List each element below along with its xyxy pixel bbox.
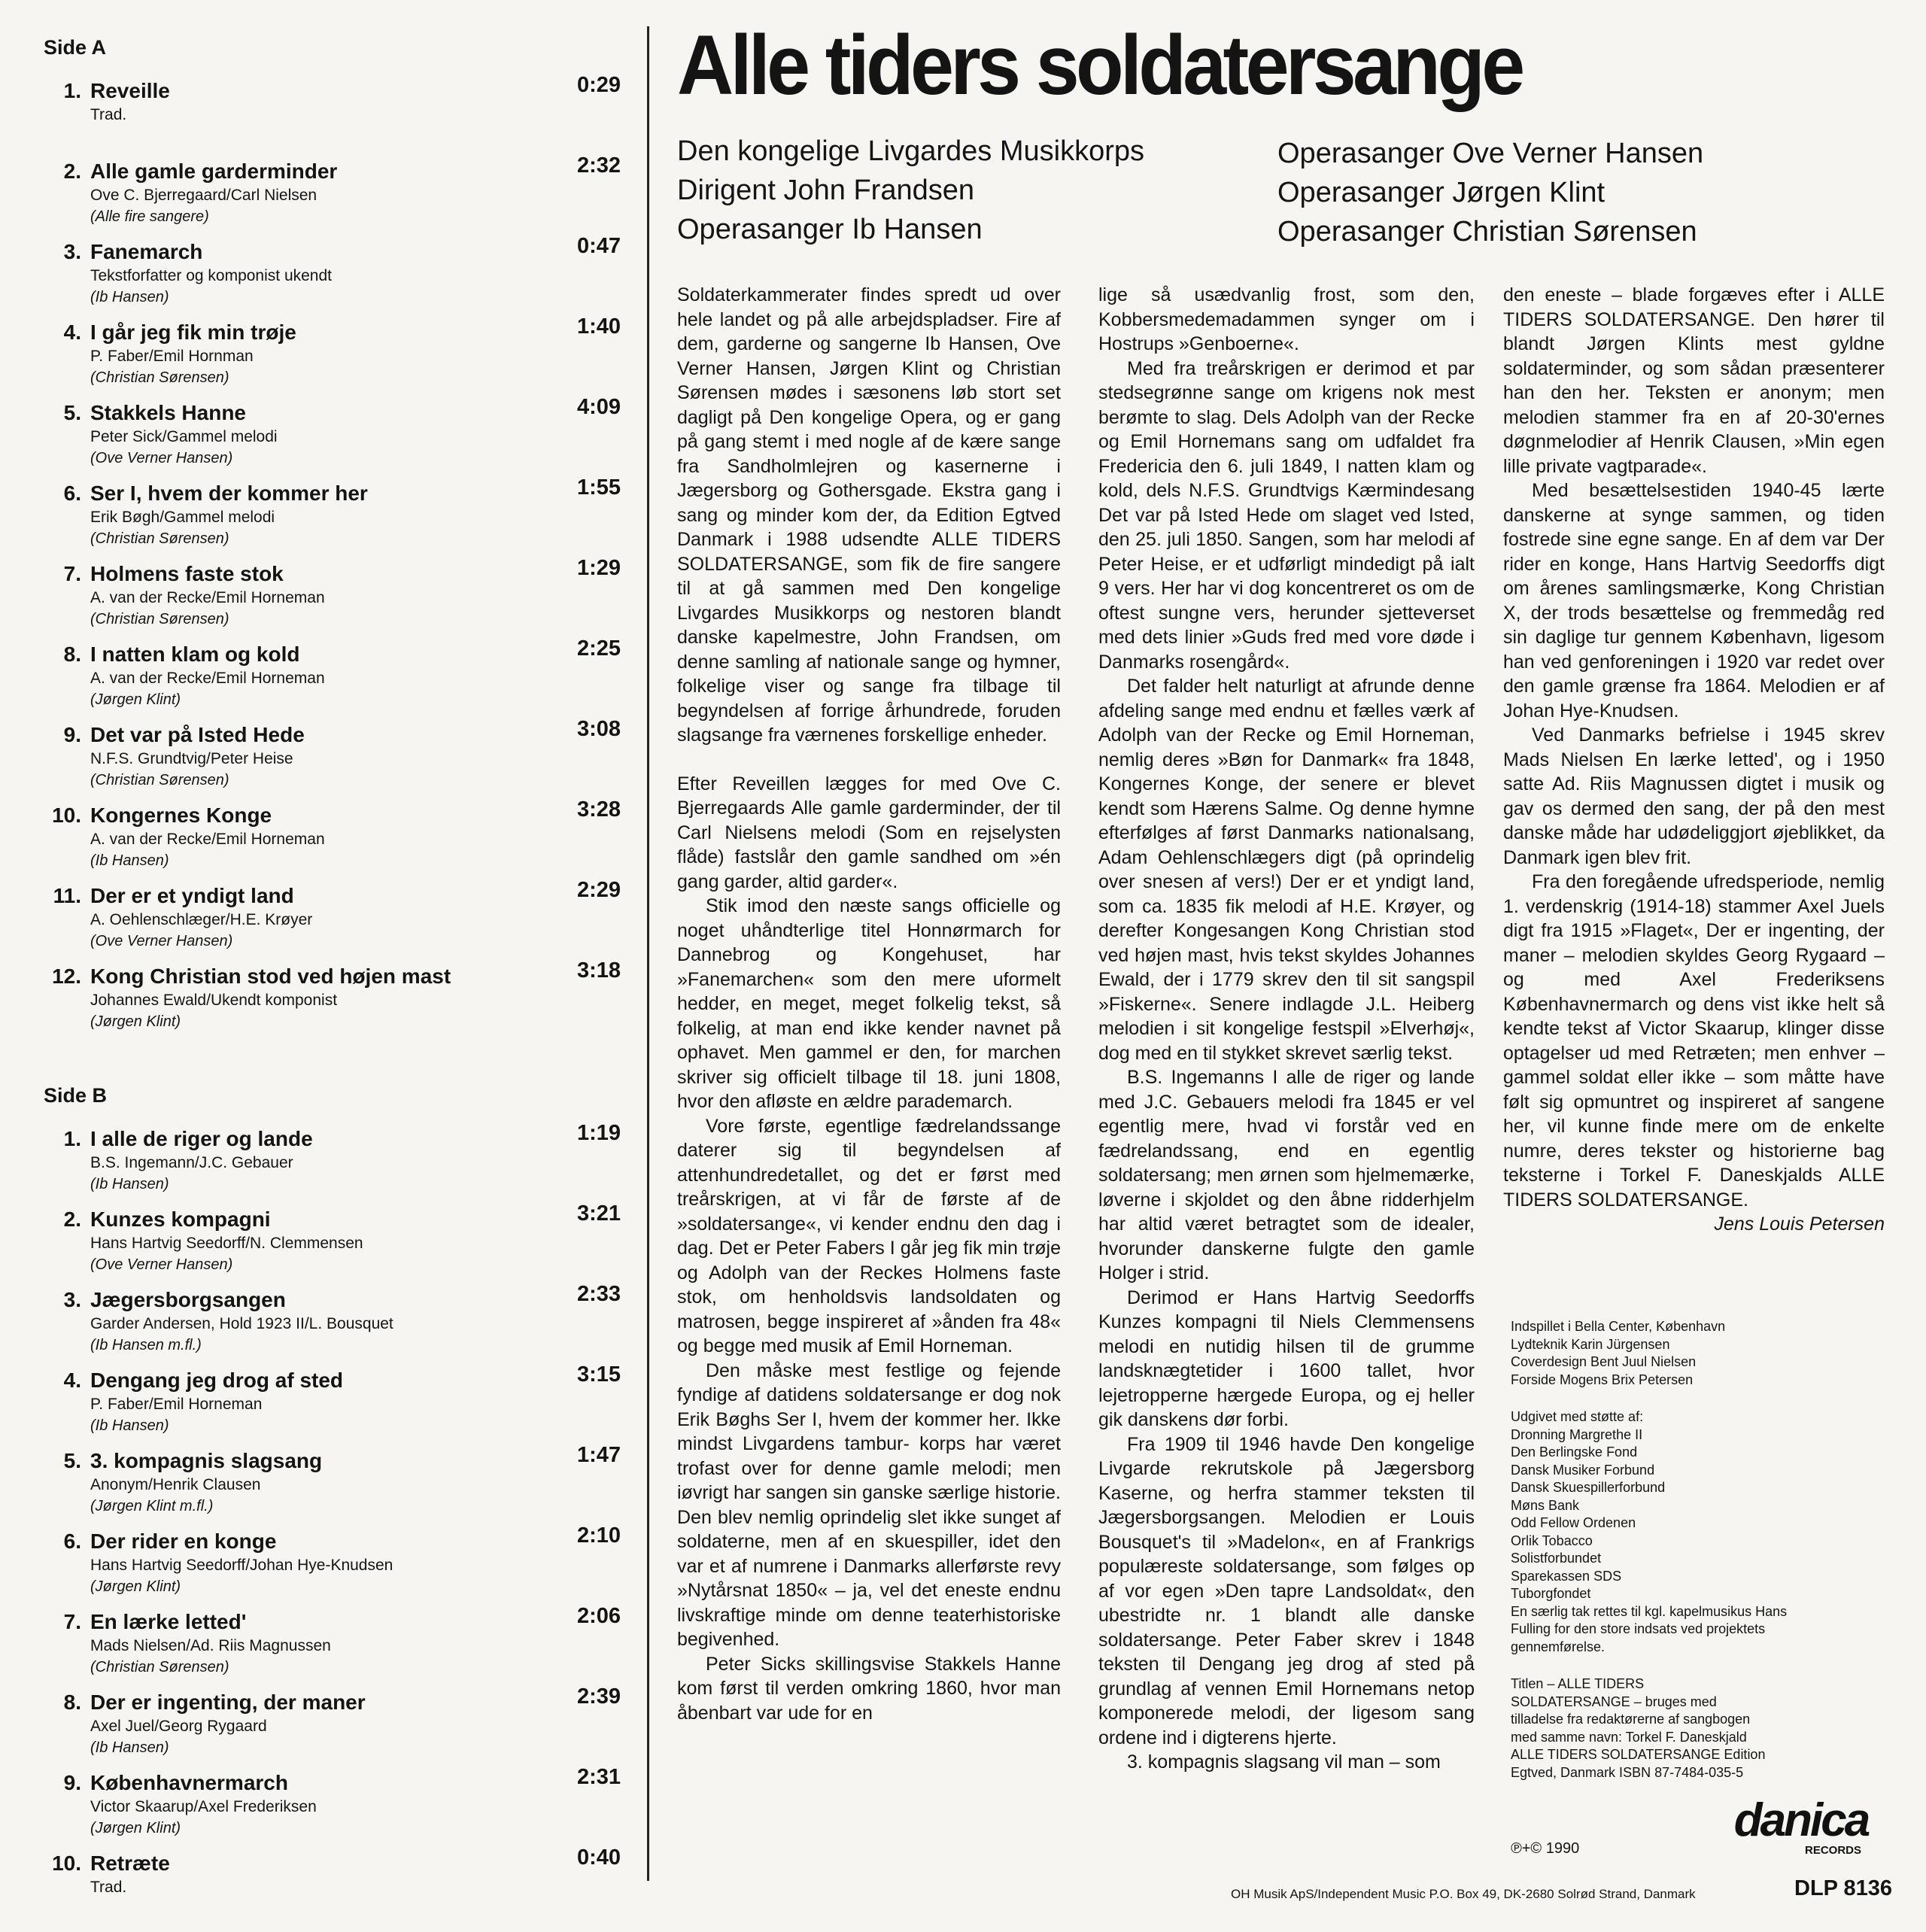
- track-duration: 1:29: [576, 556, 621, 580]
- thanks-note: En særlig tak rettes til kgl. kapelmusikus Hans Fulling for den store indsats ved projektets gennemførelse.: [1511, 1603, 1788, 1654]
- liner-paragraph: Efter Reveillen lægges for med Ove C. Bjerregaards Alle gamle garderminder, der til Carl Nielsens melodi (Som en rejselysten flåde) fastslår den gamle sandhed om »én gang garder, altid garder«.: [677, 773, 1061, 892]
- supporter: Sparekassen SDS: [1511, 1568, 1622, 1584]
- track-number: 12.: [52, 964, 81, 988]
- track-number: 4.: [63, 1368, 81, 1392]
- track-credit: Trad.: [90, 106, 127, 123]
- track-singer: (Jørgen Klint): [90, 1820, 181, 1836]
- track-credit: P. Faber/Emil Horneman: [90, 1396, 263, 1413]
- credit-line: Lydteknik Karin Jürgensen: [1511, 1336, 1670, 1352]
- track-number: 10.: [52, 803, 81, 827]
- supporter: Tuborgfondet: [1511, 1586, 1591, 1601]
- logo-subtitle: RECORDS: [1804, 1844, 1861, 1857]
- track-title: Ser I, hvem der kommer her: [90, 481, 368, 505]
- track-duration: 3:18: [576, 958, 621, 983]
- track-row: [38, 797, 621, 884]
- track-credit: Johannes Ewald/Ukendt komponist: [90, 992, 338, 1009]
- album-title: Alle tiders soldatersange: [677, 18, 1522, 112]
- track-duration: 0:47: [576, 234, 621, 258]
- liner-notes-column-1: [677, 283, 1061, 1725]
- liner-paragraph: lige så usædvanlig frost, som den, Kobbersmedemadammen synger om i Hostrups »Genboerne«.: [1098, 284, 1475, 354]
- track-row: [38, 1765, 621, 1852]
- track-title: Kunzes kompagni: [90, 1208, 271, 1231]
- track-duration: 2:32: [576, 153, 621, 178]
- track-duration: 1:19: [576, 1121, 621, 1145]
- side-a-heading: Side A: [44, 36, 107, 59]
- catalog-number: DLP 8136: [1794, 1876, 1893, 1900]
- liner-paragraph: Fra den foregående ufredsperiode, nemlig 1. verdenskrig (1914-18) stammer Axel Juels digt fra 1915 »Flaget«, Der er ingenting, der maner – melodien skyldes Georg Rygaard – og med Axel Frederiksens Københavnermarch og dens vist ikke helt så kendte tekst af Victor Skaarup, klinger disse optagelser ud med Retræten; men enhver – gammel soldat eller ikke – som måtte have følt sig opmuntret og inspireret af sangene her, vil kunne finde mere om de enkelte numre, deres tekster og historierne bag teksterne i Torkel F. Daneskjalds ALLE TIDERS SOLDATERSANGE.: [1503, 871, 1885, 1211]
- side-a-tracks: [38, 73, 621, 1045]
- track-singer: (Christian Sørensen): [90, 530, 229, 547]
- track-row: [38, 73, 621, 159]
- track-row: [38, 1684, 621, 1771]
- track-singer: (Jørgen Klint): [90, 691, 181, 708]
- performer-conductor: Dirigent John Frandsen: [677, 175, 974, 206]
- track-row: [38, 1121, 621, 1208]
- track-credit: N.F.S. Grundtvig/Peter Heise: [90, 750, 293, 767]
- track-number: 2.: [63, 1208, 81, 1231]
- track-number: 10.: [52, 1852, 81, 1875]
- supporters-heading: Udgivet med støtte af:: [1511, 1409, 1644, 1424]
- track-credit: Axel Juel/Georg Rygaard: [90, 1718, 267, 1735]
- liner-paragraph: Stik imod den næste sangs officielle og noget uhåndterlige titel Honnørmarch for Dannebrog og Kongehuset, har »Fanemarchen« som den mere uformelt hedder, en meget, meget folkelig tekst, så folkelig, at man end ikke kender navnet på ophavet. Men gammel er den, for marchen skriver sig officielt tilbage til 18. juni 1808, hvor den afløste en ældre parademarch.: [677, 895, 1061, 1112]
- track-singer: (Christian Sørensen): [90, 772, 229, 788]
- track-duration: 2:31: [576, 1765, 621, 1789]
- track-row: [38, 1604, 621, 1690]
- track-credit: Peter Sick/Gammel melodi: [90, 428, 278, 445]
- track-singer: (Ib Hansen): [90, 1417, 169, 1434]
- track-title: Kongernes Konge: [90, 803, 272, 827]
- supporter: Solistforbundet: [1511, 1551, 1602, 1566]
- liner-paragraph: den eneste – blade forgæves efter i ALLE TIDERS SOLDATERSANGE. Den hører til blandt Jørgen Klints mest gyldne soldaterminder, og som sådan præsenterer han den her. Teksten er anonym; men melodien stammer fra en af 20-30'ernes døgnmelodier af Henrik Clausen, »Min egen lille private vagtparade«.: [1503, 284, 1885, 477]
- supporter: Odd Fellow Ordenen: [1511, 1515, 1636, 1530]
- side-b-tracks: [38, 1121, 621, 1932]
- track-credit: Victor Skaarup/Axel Frederiksen: [90, 1798, 317, 1815]
- track-singer: (Ove Verner Hansen): [90, 450, 233, 466]
- track-duration: 2:25: [576, 636, 621, 661]
- track-singer: (Ib Hansen): [90, 852, 169, 869]
- track-singer: (Ib Hansen): [90, 1739, 169, 1756]
- performer-orchestra: Den kongelige Livgardes Musikkorps: [677, 135, 1144, 167]
- track-title: Holmens faste stok: [90, 562, 284, 585]
- track-credit: A. Oehlenschlæger/H.E. Krøyer: [90, 911, 313, 928]
- track-singer: (Alle fire sangere): [90, 208, 209, 225]
- performer-singer: Operasanger Jørgen Klint: [1277, 177, 1606, 208]
- liner-paragraph: Peter Sicks skillingsvise Stakkels Hanne kom først til verden omkring 1860, hvor man åbenbart var ude for en: [677, 1653, 1061, 1724]
- performer-singer: Operasanger Ib Hansen: [677, 214, 983, 245]
- track-duration: 1:40: [576, 314, 621, 339]
- track-row: [38, 475, 621, 562]
- track-duration: 3:28: [576, 797, 621, 822]
- track-number: 9.: [63, 723, 81, 746]
- track-singer: (Christian Sørensen): [90, 369, 229, 386]
- supporter: Orlik Tobacco: [1511, 1533, 1593, 1548]
- track-row: [38, 556, 621, 642]
- track-credit: P. Faber/Emil Hornman: [90, 348, 254, 365]
- track-number: 3.: [63, 1288, 81, 1311]
- track-title: Retræte: [90, 1852, 170, 1875]
- track-row: [38, 636, 621, 723]
- liner-paragraph: Det falder helt naturligt at afrunde denne afdeling sange med endnu et fælles værk af Adolph van der Recke og Emil Horneman, nemlig deres »Bøn for Danmark« fra 1848, Kongernes Konge, der senere er blevet kendt som Hærens Salme. Og denne hymne efterfølges af først Danmarks nationalsang, Adam Oehlenschlægers digt (på oprindelig over snesen af vers!) Der er et yndigt land, som ca. 1835 fik melodi af H.E. Krøyer, og derefter Kongesangen Kong Christian stod ved højen mast, hvis tekst skyldes Johannes Ewald, der i 1779 skrev den til sit sangspil »Fiskerne«. Senere indlagde J.L. Heiberg melodien i sit kongelige festspil »Elverhøj«, dog med en til stykket skrevet særlig tekst.: [1098, 676, 1475, 1064]
- performer-singer: Operasanger Ove Verner Hansen: [1277, 138, 1704, 169]
- track-singer: (Jørgen Klint m.fl.): [90, 1498, 214, 1514]
- track-singer: (Jørgen Klint): [90, 1013, 181, 1030]
- track-row: [38, 958, 621, 1045]
- track-number: 8.: [63, 642, 81, 666]
- liner-paragraph: Med fra treårskrigen er derimod et par stedsegrønne sange om krigens nok mest berømte to slag. Dels Adolph van der Recke og Emil Hornemans sang om udfaldet fra Fredericia den 6. juli 1849, I natten klam og kold, dels N.F.S. Grundtvigs Kærmindesang Det var på Isted Hede om slaget ved Isted, den 25. juli 1850. Sangen, som har melodi af Peter Heise, er et udførligt mindedigt på ialt 9 vers. Her har vi dog koncentreret os om de oftest sungne vers, herunder sjetteverset med dets linier »Guds fred med vore døde i Danmarks rosengård«.: [1098, 357, 1475, 673]
- performer-singer: Operasanger Christian Sørensen: [1277, 216, 1697, 248]
- track-row: [38, 314, 621, 401]
- track-number: 2.: [63, 159, 81, 183]
- track-title: Reveille: [90, 79, 170, 102]
- track-row: [38, 878, 621, 964]
- track-title: Alle gamle garderminder: [90, 159, 338, 183]
- track-number: 5.: [63, 1449, 81, 1472]
- track-number: 4.: [63, 320, 81, 344]
- logo-wordmark: danica: [1733, 1794, 1869, 1846]
- liner-paragraph: Fra 1909 til 1946 havde Den kongelige Livgarde rekrutskole på Jægersborg Kaserne, og herfra stammer teksten til Jægersborgsangen. Melodien er Louis Bousquet's til »Madelon«, en af Frankrigs populæreste soldatersange, som følges op af vor egen »Den tapre Landsoldat«, den ubestridte nr. 1 blandt alle danske soldatersange. Peter Faber skrev i 1848 teksten til Dengang jeg drog af sted på grundlag af vennen Emil Hornemans netop komponerede melodi, der ligesom sang ordene ind i digterens hjerte.: [1098, 1433, 1475, 1748]
- title-permission-note: Titlen – ALLE TIDERS SOLDATERSANGE – bruges med tilladelse fra redaktørerne af sangbogen med samme navn: Torkel F. Daneskjald ALLE TIDERS SOLDATERSANGE Edition Egtved, Danmark ISBN 87-7484-035-5: [1511, 1676, 1766, 1780]
- track-credit: A. van der Recke/Emil Horneman: [90, 589, 325, 606]
- supporter: Dansk Musiker Forbund: [1511, 1462, 1655, 1478]
- liner-paragraph: 3. kompagnis slagsang vil man – som: [1127, 1751, 1441, 1773]
- track-credit: Erik Bøgh/Gammel melodi: [90, 509, 275, 526]
- track-credit: B.S. Ingemann/J.C. Gebauer: [90, 1154, 293, 1171]
- track-credit: Ove C. Bjerregaard/Carl Nielsen: [90, 187, 317, 204]
- copyright: ℗+© 1990: [1511, 1840, 1580, 1857]
- track-credit: A. van der Recke/Emil Horneman: [90, 831, 325, 848]
- track-title: Der er ingenting, der maner: [90, 1690, 366, 1714]
- track-credit: Garder Andersen, Hold 1923 II/L. Bousquet: [90, 1315, 393, 1332]
- track-credit: A. van der Recke/Emil Horneman: [90, 670, 325, 687]
- track-singer: (Ove Verner Hansen): [90, 1256, 233, 1273]
- recording-credits: [1511, 1318, 1827, 1389]
- liner-paragraph: Soldaterkammerater findes spredt ud over hele landet og på alle arbejdspladser. Fire af dem, garderne og sangerne Ib Hansen, Ove Verner Hansen, Jørgen Klint og Christian Sørensen mødes i sæsonens løb stort set dagligt på Den kongelige Opera, og er gang på gang stemt i med nogle af de kære sange fra Sandholmlejren og kasernerne i Jægersborg og Gothersgade. Ekstra gang i sang og minder kom der, da Edition Egtved Danmark i 1988 udsendte ALLE TIDERS SOLDATERSANGE, som fik de fire sangere til at gå sammen med Den kongelige Livgardes Musikkorps og nestoren blandt danske kapelmestre, John Frandsen, om denne samling af nationale sange og hymner, folkelige viser og sange fra tilbage til begyndelsen af forrige århundrede, foruden slagsange fra værnenes forskellige enheder.: [677, 284, 1061, 746]
- publisher-address: OH Musik ApS/Independent Music P.O. Box 49, DK-2680 Solrød Strand, Danmark: [1231, 1887, 1696, 1901]
- track-singer: (Christian Sørensen): [90, 1659, 229, 1675]
- track-number: 8.: [63, 1690, 81, 1714]
- track-row: [38, 1443, 621, 1530]
- tracklist: [38, 30, 621, 1932]
- supporter: Dronning Margrethe II: [1511, 1426, 1643, 1442]
- track-credit: Tekstforfatter og komponist ukendt: [90, 267, 332, 284]
- track-duration: 3:15: [576, 1362, 621, 1387]
- track-title: Der rider en konge: [90, 1530, 277, 1553]
- track-row: [38, 234, 621, 320]
- track-number: 1.: [63, 1127, 81, 1150]
- track-number: 6.: [63, 481, 81, 505]
- track-number: 1.: [63, 79, 81, 102]
- track-title: Der er et yndigt land: [90, 884, 294, 907]
- supporter: Møns Bank: [1511, 1497, 1580, 1513]
- liner-notes-signature: Jens Louis Petersen: [1714, 1214, 1885, 1235]
- track-duration: 4:09: [576, 395, 621, 419]
- track-duration: 3:21: [576, 1201, 621, 1226]
- track-title: Kong Christian stod ved højen mast: [90, 964, 451, 988]
- track-singer: (Ib Hansen): [90, 1176, 169, 1192]
- track-singer: (Christian Sørensen): [90, 611, 229, 627]
- liner-paragraph: Vore første, egentlige fædrelandssange daterer sig til begyndelsen af attenhundredetallet, og det er først med treårskrigen, at vi får de første af de »soldatersange«, vi kender endnu den dag i dag. Det er Peter Fabers I går jeg fik min trøje og Adolph van der Reckes Holmens faste stok, om henholdsvis landsoldaten og matrosen, begge inspireret af »ånden fra 48« og begge med musik af Emil Horneman.: [677, 1115, 1061, 1356]
- track-singer: (Jørgen Klint): [90, 1578, 181, 1595]
- track-number: 9.: [63, 1771, 81, 1794]
- track-singer: (Ib Hansen): [90, 289, 169, 305]
- track-credit: Anonym/Henrik Clausen: [90, 1476, 261, 1493]
- track-title: En lærke letted': [90, 1610, 247, 1633]
- track-row: [38, 1523, 621, 1610]
- track-number: 11.: [53, 884, 81, 907]
- supporter: Den Berlingske Fond: [1511, 1444, 1638, 1460]
- track-title: Fanemarch: [90, 240, 203, 263]
- track-row: [38, 1282, 621, 1368]
- track-title: Dengang jeg drog af sted: [90, 1368, 344, 1392]
- credit-line: Coverdesign Bent Juul Nielsen: [1511, 1354, 1697, 1369]
- supporter: Dansk Skuespillerforbund: [1511, 1480, 1666, 1495]
- track-title: I natten klam og kold: [90, 642, 300, 666]
- liner-notes-column-2: [1098, 283, 1475, 1775]
- track-duration: 2:10: [576, 1523, 621, 1548]
- track-row: [38, 395, 621, 481]
- track-singer: (Ib Hansen m.fl.): [90, 1337, 202, 1353]
- track-duration: 2:33: [576, 1282, 621, 1306]
- track-row: [38, 153, 621, 240]
- track-duration: 2:06: [576, 1604, 621, 1628]
- production-credits: [1511, 1318, 1827, 1782]
- liner-paragraph: B.S. Ingemanns I alle de riger og lande med J.C. Gebauers melodi fra 1845 er vel egentlig mere, hvad vi forstår ved en fædrelandssang, end en egentlig soldatersang; men ørnen som hjelmemærke, løverne i skjoldet og den åbne ridderhjelm har altid været betragtet som de idealer, hvorunder danskerne fulgte den gamle Holger i strid.: [1098, 1067, 1475, 1283]
- track-title: Jægersborgsangen: [90, 1288, 286, 1311]
- track-credit: Mads Nielsen/Ad. Riis Magnussen: [90, 1637, 331, 1654]
- track-credit: Hans Hartvig Seedorff/N. Clemmensen: [90, 1235, 363, 1252]
- liner-paragraph: Derimod er Hans Hartvig Seedorffs Kunzes kompagni til Niels Clemmensens melodi en nutidig hilsen til de grumme landsknægtetider i 1600 tallet, hvor lejetropperne hærgede Europa, og ej heller gik danskens dør forbi.: [1098, 1286, 1475, 1430]
- liner-paragraph: Med besættelsestiden 1940-45 lærte danskerne at synge sammen, og tiden fostrede sine egne sange. En af dem var Der rider en konge, Hans Hartvig Seedorffs digt om årenes samlingsmærke, Kong Christian X, der trods besættelse og fremmedåg red sin daglige tur gennem København, ligesom han ved genforeningen i 1920 var redet over den gamle grænse fra 1864. Melodien er af Johan Hye-Knudsen.: [1503, 480, 1885, 721]
- track-credit: Trad.: [90, 1879, 127, 1896]
- liner-paragraph: Ved Danmarks befrielse i 1945 skrev Mads Nielsen En lærke letted', og i 1950 satte Ad. Riis Magnussen digtet i musik og gav os dermed den sang, der på den mest danske måde har udødeliggjort øjeblikket, da Danmark igen blev frit.: [1503, 724, 1885, 868]
- track-duration: 2:39: [576, 1684, 621, 1709]
- track-credit: Hans Hartvig Seedorff/Johan Hye-Knudsen: [90, 1557, 393, 1574]
- track-row: [38, 1845, 621, 1932]
- track-number: 5.: [63, 401, 81, 424]
- credit-line: Forside Mogens Brix Petersen: [1511, 1372, 1694, 1387]
- track-duration: 2:29: [576, 878, 621, 902]
- track-title: 3. kompagnis slagsang: [90, 1449, 323, 1472]
- track-title: Københavnermarch: [90, 1771, 288, 1794]
- side-b-heading: Side B: [44, 1084, 108, 1107]
- credit-line: Indspillet i Bella Center, København: [1511, 1319, 1726, 1334]
- track-row: [38, 1201, 621, 1288]
- supporters-block: [1511, 1408, 1827, 1656]
- track-row: [38, 1362, 621, 1449]
- track-number: 3.: [63, 240, 81, 263]
- track-singer: (Ove Verner Hansen): [90, 933, 233, 949]
- column-divider: [647, 26, 649, 1881]
- track-row: [38, 717, 621, 803]
- track-duration: 0:29: [576, 73, 621, 97]
- track-duration: 1:47: [576, 1443, 621, 1467]
- liner-paragraph: Den måske mest festlige og fejende fyndige af datidens soldatersange er dog nok Erik Bøghs Ser I, hvem der kommer her. Ikke mindst Livgardens tambur- korps har været trofast over for denne gamle melodi; men iøvrigt har sangen sin ganske særlige historie. Den blev nemlig oprindelig slet ikke sunget af soldaterne, men af en skuespiller, idet den var et af numrene i Danmarks allerførste revy »Nytårsnat 1850« – ja, vel det eneste endnu livskraftige minde om denne teaterhistoriske begivenhed.: [677, 1359, 1061, 1650]
- track-duration: 0:40: [576, 1845, 621, 1870]
- track-title: I går jeg fik min trøje: [90, 320, 296, 344]
- track-number: 7.: [63, 562, 81, 585]
- track-number: 6.: [63, 1530, 81, 1553]
- track-title: Stakkels Hanne: [90, 401, 246, 424]
- track-duration: 1:55: [576, 475, 621, 500]
- track-title: I alle de riger og lande: [90, 1127, 313, 1150]
- danica-records-logo: [1726, 1794, 1876, 1861]
- track-number: 7.: [63, 1610, 81, 1633]
- track-duration: 3:08: [576, 717, 621, 741]
- liner-notes-column-3: [1503, 283, 1885, 1237]
- track-title: Det var på Isted Hede: [90, 723, 305, 746]
